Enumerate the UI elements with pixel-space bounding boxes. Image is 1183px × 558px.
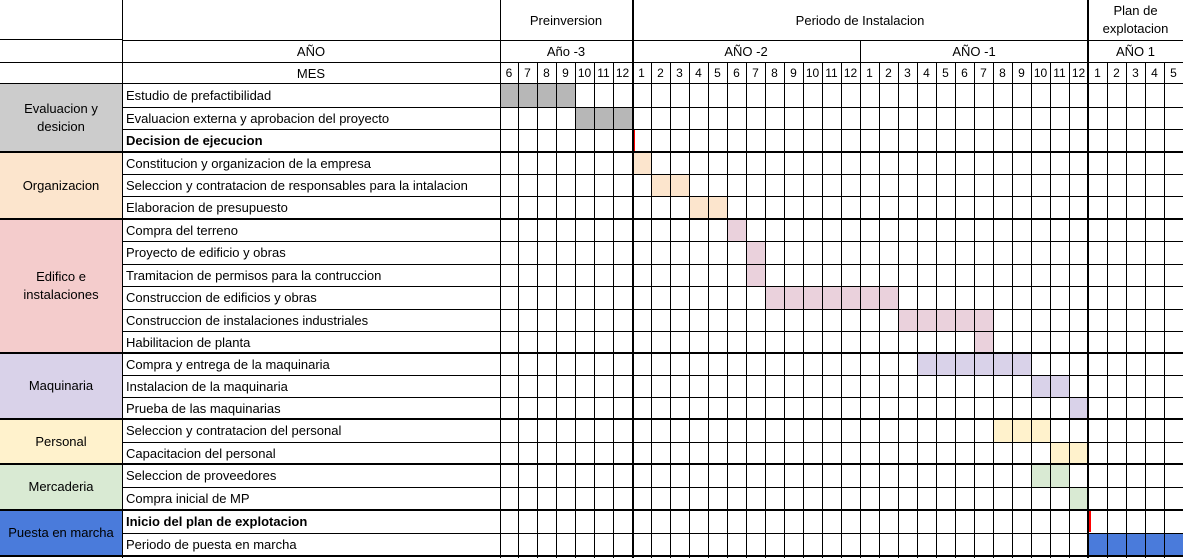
gantt-bar-cell [1031, 419, 1050, 442]
phase-explotacion [1088, 0, 1183, 40]
category-label: Mercaderia [28, 479, 94, 495]
month-header-cell: 9 [1018, 66, 1025, 80]
month-header-cell: 2 [885, 66, 892, 80]
grid-line [936, 62, 937, 558]
category-cell [0, 152, 122, 219]
gantt-bar-cell [955, 353, 974, 375]
grid-line [518, 62, 519, 558]
month-header-cell: 9 [790, 66, 797, 80]
gantt-bar-cell [1050, 442, 1069, 464]
category-divider [0, 418, 1183, 420]
ano-label: AÑO [296, 43, 326, 59]
phase-explotacion-label: Plan de explotacion [1102, 3, 1169, 36]
month-header-cell: 12 [1071, 66, 1086, 80]
category-label: Puesta en marcha [8, 525, 114, 541]
grid-line [122, 129, 1183, 130]
month-header-cell: 6 [505, 66, 513, 80]
gantt-bar-cell [803, 286, 822, 309]
mes-label: MES [296, 65, 326, 81]
gantt-bar-cell [537, 84, 556, 107]
gantt-bar-cell [974, 331, 993, 353]
grid-line [1164, 62, 1165, 558]
month-header-cell: 5 [1170, 66, 1177, 80]
grid-line [689, 62, 690, 558]
gantt-bar-cell [936, 309, 955, 331]
month-header-cell: 3 [1132, 66, 1139, 80]
month-header-cell: 9 [562, 66, 569, 80]
gantt-bar-cell [917, 353, 936, 375]
gantt-bar-cell [1069, 487, 1088, 510]
grid-line [122, 309, 1183, 310]
grid-line [784, 62, 785, 558]
month-header-cell: 7 [980, 66, 987, 80]
month-header-cell: 6 [733, 66, 740, 80]
activity-label: Habilitacion de planta [126, 334, 251, 350]
grid-line [670, 62, 671, 558]
grid-line [122, 40, 1183, 41]
grid-line [613, 62, 614, 558]
month-header-cell: 5 [942, 66, 949, 80]
month-header-cell: 8 [771, 66, 778, 80]
category-label: Edifico e instalaciones [23, 269, 99, 302]
category-divider [0, 218, 1183, 220]
activity-label: Construccion de edificios y obras [126, 290, 317, 305]
activity-label: Elaboracion de presupuesto [126, 200, 288, 215]
grid-line [122, 264, 1183, 265]
grid-line [122, 487, 1183, 488]
gantt-bar-cell [974, 353, 993, 375]
gantt-bar-cell [1126, 533, 1145, 556]
gantt-bar-cell [651, 174, 670, 196]
month-header-cell: 12 [615, 66, 630, 80]
gantt-bar-cell [746, 241, 765, 264]
gantt-bar-cell [518, 84, 537, 107]
month-header-cell: 12 [843, 66, 858, 80]
activity-label: Compra inicial de MP [126, 491, 250, 506]
gantt-bar-cell [670, 174, 689, 196]
gantt-bar-cell [1050, 464, 1069, 487]
grid-line [917, 62, 918, 558]
month-header-cell: 1 [1094, 66, 1101, 80]
gantt-bar-cell [632, 152, 651, 174]
activity-label: Estudio de prefactibilidad [126, 88, 272, 103]
activity-label: Seleccion de proveedores [126, 468, 277, 483]
category-cell [0, 219, 122, 353]
category-cell [0, 510, 122, 556]
grid-line [122, 533, 1183, 534]
category-divider [0, 151, 1183, 153]
month-header-cell: 2 [657, 66, 664, 80]
month-header-cell: 7 [752, 66, 759, 80]
grid-line [860, 62, 861, 558]
grid-line [122, 174, 1183, 175]
gantt-bar-cell [1031, 375, 1050, 397]
gantt-bar-cell [955, 309, 974, 331]
grid-line [122, 397, 1183, 398]
activity-label: Inicio del plan de explotacion [126, 514, 308, 529]
gantt-bar-cell [594, 107, 613, 129]
month-header-cell: 3 [676, 66, 683, 80]
grid-line [727, 62, 728, 558]
activity-label: Construccion de instalaciones industriales [126, 312, 369, 328]
gantt-bar-cell [974, 309, 993, 331]
gantt-bar-cell [1088, 533, 1107, 556]
grid-line [993, 62, 994, 558]
month-header-cell: 6 [961, 66, 968, 80]
category-label: Organizacion [22, 177, 100, 193]
gantt-bar-cell [1012, 419, 1031, 442]
gantt-bar-cell [993, 419, 1012, 442]
activity-label: Tramitacion de permisos para la contruccion [126, 267, 382, 283]
grid-line [746, 62, 747, 558]
category-divider [0, 352, 1183, 354]
activity-label: Compra del terreno [126, 222, 238, 238]
gantt-bar-cell [1107, 533, 1126, 556]
month-header-cell: 11 [597, 66, 610, 80]
gantt-bar-cell [1069, 442, 1088, 464]
activity-label: Proyecto de edificio y obras [126, 245, 286, 260]
category-cell [0, 464, 122, 510]
month-header-cell: 5 [714, 66, 721, 80]
grid-line [860, 40, 861, 62]
month-header-cell: 8 [999, 66, 1006, 80]
milestone-marker [1089, 511, 1091, 532]
activity-label: Capacitacion del personal [126, 445, 276, 461]
activity-label: Evaluacion externa y aprobacion del proyecto [126, 110, 390, 126]
gantt-bar-cell [1164, 533, 1183, 556]
grid-line [1126, 62, 1127, 558]
category-divider [0, 463, 1183, 465]
grid-line [122, 0, 123, 558]
category-divider [0, 509, 1183, 511]
gantt-bar-cell [917, 309, 936, 331]
grid-line [575, 62, 576, 558]
gantt-bar-cell [822, 286, 841, 309]
grid-line [594, 62, 595, 558]
gantt-bar-cell [689, 196, 708, 219]
year-label: Año -3 [546, 43, 586, 59]
activity-label: Constitucion y organizacion de la empresa [126, 155, 371, 171]
gantt-bar-cell [500, 84, 518, 107]
activity-label: Decision de ejecucion [126, 133, 263, 148]
month-header-cell: 8 [543, 66, 550, 80]
grid-line [1050, 62, 1051, 558]
grid-line [122, 331, 1183, 332]
month-header-cell: 11 [825, 66, 838, 80]
month-header-cell: 1 [638, 66, 645, 80]
gantt-bar-cell [613, 107, 632, 129]
gantt-bar-cell [1031, 464, 1050, 487]
month-header-cell: 11 [1053, 66, 1066, 80]
grid-line [1031, 62, 1032, 558]
category-label: Personal [35, 433, 87, 449]
gantt-bar-cell [575, 107, 594, 129]
category-cell [0, 419, 122, 464]
category-cell [0, 353, 122, 419]
month-header-cell: 3 [904, 66, 911, 80]
grid-line [1145, 62, 1146, 558]
month-header-cell: 4 [1151, 66, 1158, 80]
gantt-bar-cell [898, 309, 917, 331]
gantt-bar-cell [727, 219, 746, 241]
grid-line [841, 62, 842, 558]
phase-instalacion: Periodo de Instalacion [795, 12, 925, 28]
month-header-cell: 1 [866, 66, 873, 80]
month-header-cell: 10 [577, 66, 592, 80]
grid-line [708, 62, 709, 558]
grid-line [803, 62, 804, 558]
gantt-bar-cell [993, 353, 1012, 375]
gantt-bar-cell [765, 286, 784, 309]
activity-label: Prueba de las maquinarias [126, 400, 281, 416]
gantt-bar-cell [936, 353, 955, 375]
month-header-cell: 7 [524, 66, 531, 80]
grid-line [0, 83, 1183, 84]
gantt-bar-cell [860, 286, 879, 309]
grid-line [537, 62, 538, 558]
month-header-cell: 2 [1113, 66, 1120, 80]
gantt-bar-cell [708, 196, 727, 219]
phase-preinversion: Preinversion [529, 12, 603, 28]
category-cell [0, 84, 122, 152]
gantt-bar-cell [1050, 375, 1069, 397]
grid-line [122, 442, 1183, 443]
month-header-cell: 10 [805, 66, 820, 80]
grid-line [765, 62, 766, 558]
gantt-bar-cell [746, 264, 765, 286]
grid-line [122, 196, 1183, 197]
grid-line [898, 62, 899, 558]
gantt-bar-cell [1069, 397, 1088, 419]
category-divider [0, 555, 1183, 557]
gantt-bar-cell [556, 84, 575, 107]
phase-divider [632, 0, 634, 558]
gantt-bar-cell [784, 286, 803, 309]
grid-line [879, 62, 880, 558]
category-label: Evaluacion y desicion [24, 101, 98, 134]
gantt-bar-cell [841, 286, 860, 309]
grid-line [556, 62, 557, 558]
gantt-bar-cell [1145, 533, 1164, 556]
grid-line [955, 62, 956, 558]
year-label: AÑO -1 [952, 43, 996, 59]
gantt-bar-cell [1012, 353, 1031, 375]
month-header-cell: 10 [1033, 66, 1048, 80]
phase-divider [1087, 0, 1089, 558]
year-label: AÑO 1 [1115, 43, 1155, 59]
grid-line [974, 62, 975, 558]
grid-line [1012, 62, 1013, 558]
grid-line [0, 39, 122, 40]
gantt-bar-cell [879, 286, 898, 309]
month-header-cell: 4 [923, 66, 930, 80]
grid-line [822, 62, 823, 558]
activity-label: Seleccion y contratacion del personal [126, 423, 342, 438]
grid-line [122, 375, 1183, 376]
grid-line [122, 241, 1183, 242]
grid-line [0, 62, 1183, 63]
activity-label: Seleccion y contratacion de responsables para la intalacion [126, 177, 468, 193]
grid-line [1069, 62, 1070, 558]
grid-line [122, 107, 1183, 108]
grid-line [500, 0, 501, 558]
grid-line [122, 286, 1183, 287]
activity-label: Compra y entrega de la maquinaria [126, 356, 330, 372]
activity-label: Instalacion de la maquinaria [126, 378, 288, 394]
year-label: AÑO -2 [724, 43, 768, 59]
category-label: Maquinaria [28, 378, 94, 394]
grid-line [1107, 62, 1108, 558]
activity-label: Periodo de puesta en marcha [126, 537, 297, 552]
month-header-cell: 4 [695, 66, 702, 80]
grid-line [651, 62, 652, 558]
